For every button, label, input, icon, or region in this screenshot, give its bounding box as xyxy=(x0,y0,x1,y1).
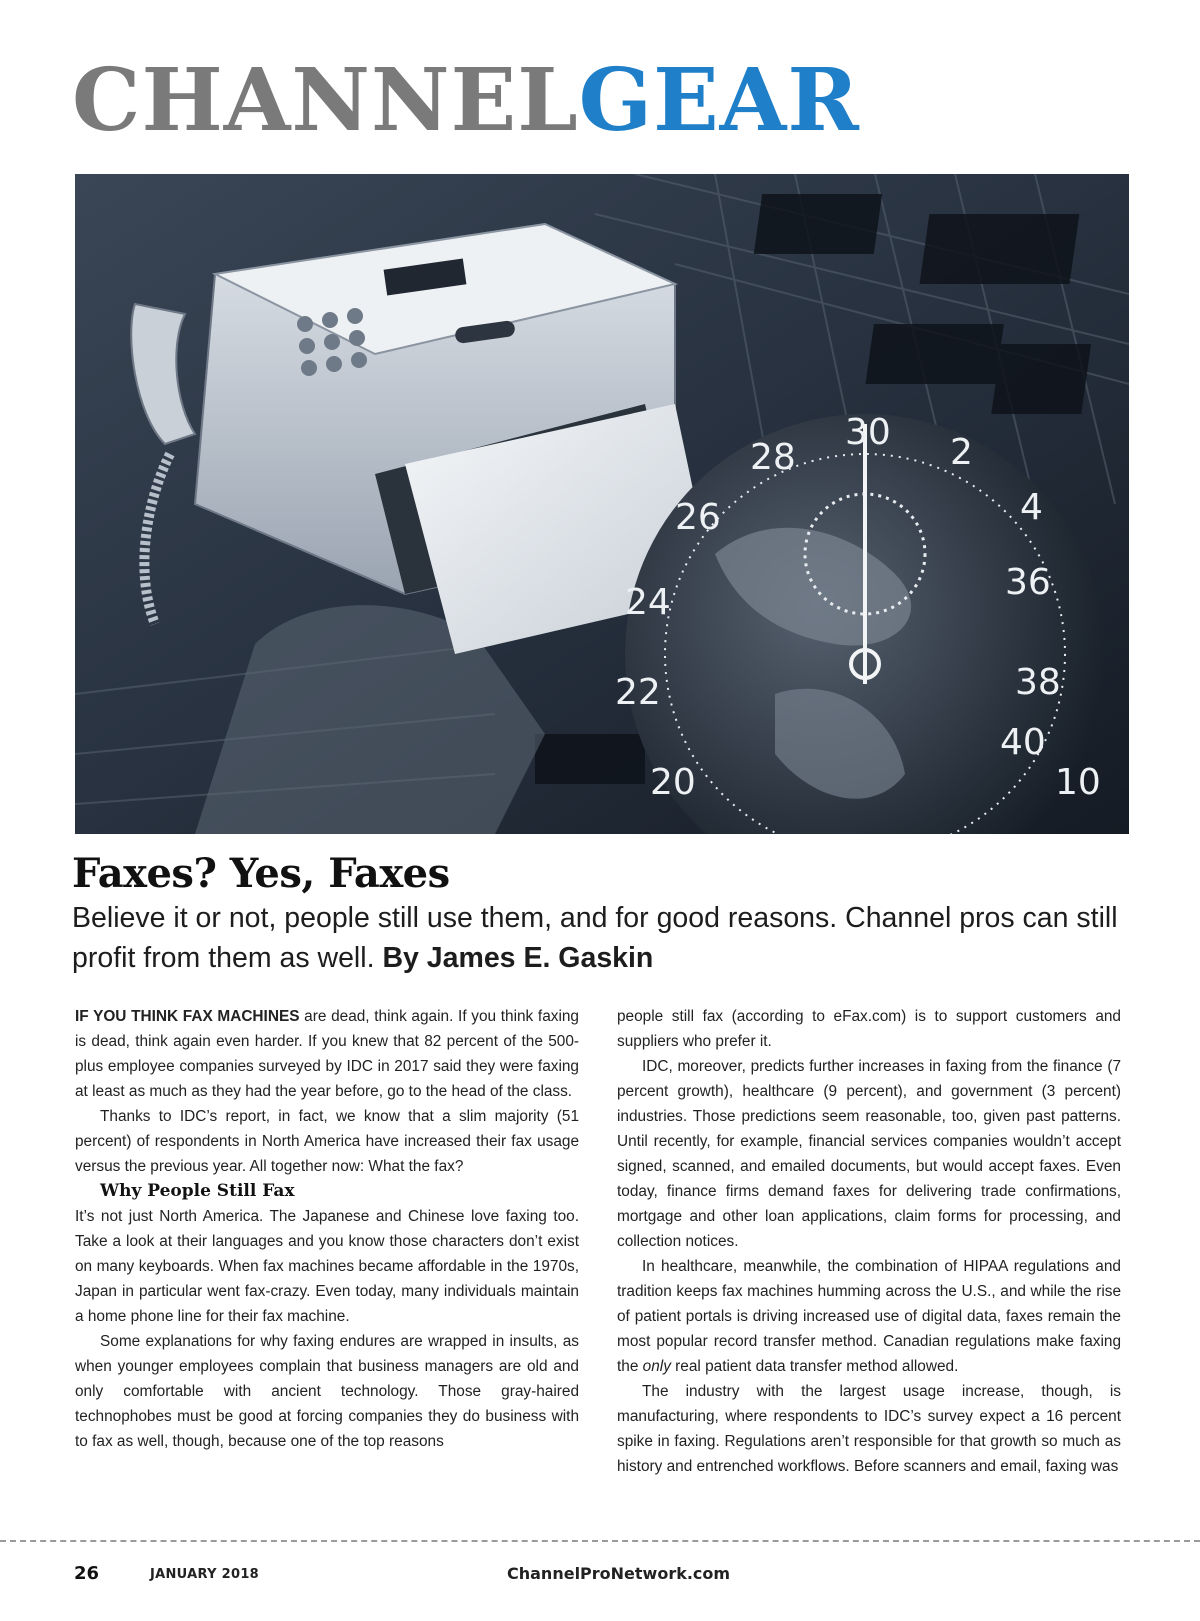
byline: By James E. Gaskin xyxy=(382,942,654,974)
svg-text:4: 4 xyxy=(1020,487,1043,528)
paragraph: The industry with the largest usage increase, though, is manufacturing, where respondents to IDC’s survey expect a 16 percent spike in faxing. Regulations aren’t responsible for that growth so much as history and entrenched workflows. Before scanners and email, faxing was xyxy=(617,1383,1121,1475)
footer-divider xyxy=(0,1540,1200,1542)
svg-text:28: 28 xyxy=(750,437,796,478)
svg-text:22: 22 xyxy=(615,672,661,713)
page-number: 26 xyxy=(74,1563,100,1584)
paragraph-text: are dead, think again. If you think faxing is dead, think again even harder. If you knew that 82 percent of the 500-plus employee companies surveyed by IDC in 2017 said they were faxing at least as much as they had the year before, go to the head of the class. xyxy=(75,1008,579,1100)
svg-text:2: 2 xyxy=(950,432,973,473)
hero-image xyxy=(75,174,1129,834)
svg-text:10: 10 xyxy=(1055,762,1101,803)
emphasis: only xyxy=(642,1358,671,1375)
svg-text:24: 24 xyxy=(625,582,671,623)
svg-text:26: 26 xyxy=(675,497,721,538)
section-subhead: Why People Still Fax xyxy=(100,1181,295,1201)
masthead-gear: GEAR xyxy=(578,50,860,151)
svg-text:30: 30 xyxy=(845,412,891,453)
paragraph: Some explanations for why faxing endures are wrapped in insults, as when younger employees complain that business managers are old and only comfortable with ancient technology. Those gray-haired technophobes must be good at forcing companies they do business with to fax as well, though, because one of the top reasons xyxy=(75,1333,579,1450)
dek xyxy=(72,898,1142,978)
svg-text:20: 20 xyxy=(650,762,696,803)
site-url: ChannelProNetwork.com xyxy=(507,1564,731,1583)
paragraph xyxy=(617,1254,1121,1379)
svg-text:38: 38 xyxy=(1015,662,1061,703)
headline: Faxes? Yes, Faxes xyxy=(72,850,450,897)
svg-text:36: 36 xyxy=(1005,562,1051,603)
svg-text:40: 40 xyxy=(1000,722,1046,763)
paragraph: Thanks to IDC’s report, in fact, we know that a slim majority (51 percent) of respondents in North America have increased their fax usage versus the previous year. All together now: What the fax? xyxy=(75,1108,579,1175)
right-column xyxy=(617,1004,1121,1479)
paragraph xyxy=(75,1004,579,1104)
dek-text: Believe it or not, people still use them, and for good reasons. Channel pros can still profit from them as well. xyxy=(72,902,1118,974)
lead-in: IF YOU THINK FAX MACHINES xyxy=(75,1008,300,1025)
hero-illustration xyxy=(75,174,1129,834)
paragraph: people still fax (according to eFax.com) is to support customers and suppliers who prefer it. xyxy=(617,1008,1121,1050)
left-column xyxy=(75,1004,579,1454)
paragraph-text: real patient data transfer method allowed. xyxy=(670,1358,959,1375)
issue-date: JANUARY 2018 xyxy=(150,1567,260,1582)
masthead xyxy=(72,50,860,151)
paragraph: It’s not just North America. The Japanese and Chinese love faxing too. Take a look at their languages and you know those characters don’t exist on many keyboards. When fax machines became affordable in the 1970s, Japan in particular went fax-crazy. Even today, many individuals maintain a home phone line for their fax machine. xyxy=(75,1208,579,1325)
paragraph-text: In healthcare, meanwhile, the combination of HIPAA regulations and tradition keeps fax machines humming across the U.S., and while the rise of patient portals is driving increased use of digital data, faxes remain the most popular record transfer method. Canadian regulations make faxing the xyxy=(617,1258,1121,1375)
paragraph: IDC, moreover, predicts further increases in faxing from the finance (7 percent growth), healthcare (9 percent), and government (3 percent) industries. Those predictions seem reasonable, too, given past patterns. Until recently, for example, financial services companies wouldn’t accept signed, scanned, and emailed documents, but would accept faxes. Even today, finance firms demand faxes for delivering trade confirmations, mortgage and other loan applications, claim forms for processing, and collection notices. xyxy=(617,1058,1121,1250)
masthead-channel: CHANNEL xyxy=(72,50,579,151)
